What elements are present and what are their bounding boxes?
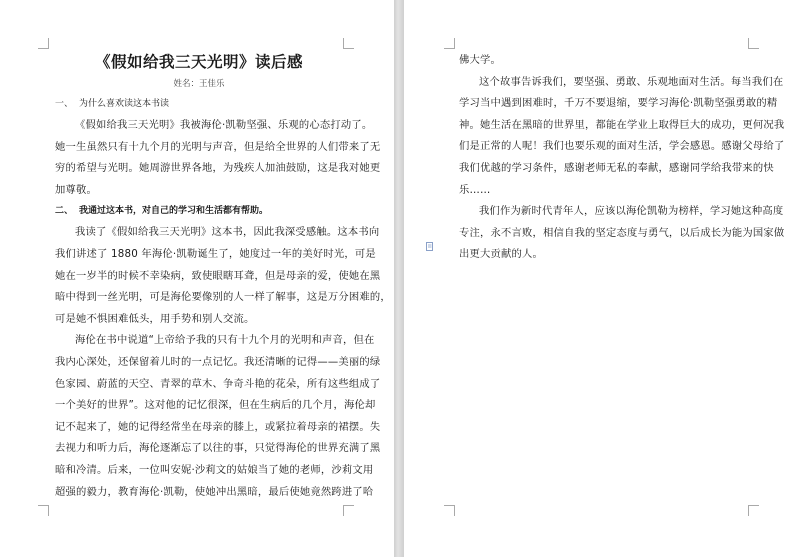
text-line: 加尊敬。 bbox=[55, 183, 97, 196]
section-number: 一、 bbox=[55, 99, 74, 109]
text-line: 穷的希望与光明。她周游世界各地，为残疾人加油鼓励，这是我对她更 bbox=[55, 162, 381, 175]
text-line: 神。她生活在黑暗的世界里，都能在学业上取得巨大的成功，更何况我 bbox=[459, 118, 785, 131]
text-line: 超强的毅力，教育海伦·凯勒，使她冲出黑暗，最后使她竟然跨进了哈 bbox=[55, 485, 374, 498]
text-line: 们是正常的人呢！我们也要乐观的面对生活，学会感恩。感谢父母给了 bbox=[459, 140, 785, 153]
section-heading-2 bbox=[55, 201, 343, 222]
paragraph-2 bbox=[55, 222, 391, 330]
paragraph-4 bbox=[459, 72, 785, 202]
paragraph-1 bbox=[55, 115, 381, 201]
text-line: 出更大贡献的人。 bbox=[459, 248, 543, 261]
text-line: 我内心深处，还保留着儿时的一点记忆。我还清晰的记得——美丽的绿 bbox=[55, 355, 381, 368]
document-title: 《假如给我三天光明》读后感 bbox=[94, 53, 303, 71]
text-line: 她一生虽然只有十九个月的光明与声音，但是给全世界的人们带来了无 bbox=[55, 140, 381, 153]
section-heading-text: 为什么喜欢读这本书读 bbox=[79, 99, 170, 109]
text-line: 《假如给我三天光明》我被海伦·凯勒坚强、乐观的心态打动了。 bbox=[75, 119, 373, 131]
text-line: 佛大学。 bbox=[459, 54, 501, 66]
crop-mark-top-right bbox=[343, 38, 354, 49]
crop-mark-bottom-right bbox=[343, 505, 354, 516]
paragraph-continued bbox=[459, 50, 748, 72]
text-line: 学习当中遇到困难时，千万不要退缩，要学习海伦·凯勒坚强勇敢的精 bbox=[459, 97, 778, 110]
text-line: 一个美好的世界”。这对他的记忆很深，但在生病后的几个月，海伦却 bbox=[55, 399, 376, 412]
section-number: 二、 bbox=[55, 206, 74, 217]
page-2 bbox=[404, 0, 800, 557]
page-2-body[interactable] bbox=[459, 50, 785, 266]
paragraph-3 bbox=[55, 330, 381, 503]
text-line: 暗中得到一丝光明，可是海伦要像别的人一样了解事，这是万分困难的， bbox=[55, 291, 391, 304]
text-line: 专注，永不言败，相信自我的坚定态度与勇气，以后成长为能为国家做 bbox=[459, 226, 785, 239]
text-line: 可是她不惧困难低头，用手势和别人交流。 bbox=[55, 312, 255, 325]
text-line: 我读了《假如给我三天光明》这本书，因此我深受感触。这本书向 bbox=[75, 226, 380, 239]
crop-mark-top-left bbox=[38, 38, 49, 49]
paragraph-anchor-icon[interactable] bbox=[426, 242, 434, 252]
section-heading-text: 我通过这本书，对自己的学习和生活都有帮助。 bbox=[79, 206, 269, 217]
page-1 bbox=[0, 0, 394, 557]
crop-mark-bottom-left bbox=[38, 505, 49, 516]
text-line: 乐…… bbox=[459, 183, 491, 196]
paragraph-5 bbox=[459, 201, 785, 266]
text-line: 我们讲述了 1880 年海伦·凯勒诞生了，她度过一年的美好时光，可是 bbox=[55, 247, 376, 260]
section-heading-1 bbox=[55, 94, 343, 115]
text-line: 我们作为新时代青年人，应该以海伦凯勒为榜样，学习她这种高度 bbox=[479, 205, 784, 218]
text-line: 这个故事告诉我们，要坚强、勇敢、乐观地面对生活。每当我们在 bbox=[479, 75, 784, 88]
crop-mark-bottom-left bbox=[444, 505, 455, 516]
crop-mark-top-left bbox=[444, 38, 455, 49]
text-line: 记不起来了，她的记得经常坐在母亲的膝上，或紧拉着母亲的裙摆。失 bbox=[55, 420, 381, 433]
text-line: 暗和冷清。后来，一位叫安妮·沙莉文的姑娘当了她的老师，沙莉文用 bbox=[55, 463, 374, 476]
text-line: 她在一岁半的时候不幸染病，致使眼瞎耳聋，但是母亲的爱，使她在黑 bbox=[55, 269, 381, 282]
text-line: 色家园、蔚蓝的天空、青翠的草木、争奇斗艳的花朵，所有这些组成了 bbox=[55, 377, 381, 390]
crop-mark-top-right bbox=[748, 38, 759, 49]
text-line: 去视力和听力后，海伦逐渐忘了以往的事，只觉得海伦的世界充满了黑 bbox=[55, 442, 381, 455]
page-1-body[interactable] bbox=[55, 52, 391, 503]
page-gutter bbox=[394, 0, 404, 557]
text-line: 我们优越的学习条件，感谢老师无私的奉献，感谢同学给我带来的快 bbox=[459, 161, 774, 174]
author-line: 姓名：王佳乐 bbox=[173, 79, 225, 89]
text-line: 海伦在书中说道“上帝给予我的只有十九个月的光明和声音，但在 bbox=[75, 334, 375, 347]
crop-mark-bottom-right bbox=[748, 505, 759, 516]
